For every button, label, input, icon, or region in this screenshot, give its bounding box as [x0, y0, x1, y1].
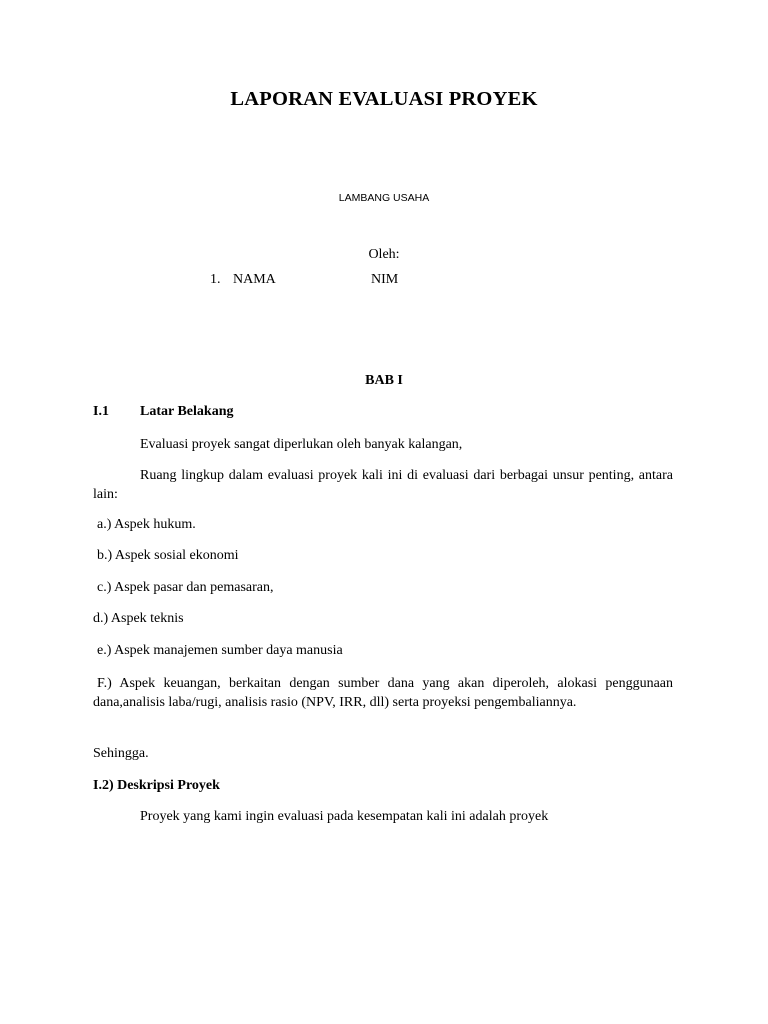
project-description-paragraph: Proyek yang kami ingin evaluasi pada kesempatan kali ini adalah proyek — [140, 809, 549, 824]
logo-placeholder-label: LAMBANG USAHA — [338, 192, 430, 204]
list-item: c.) Aspek pasar dan pemasaran, — [97, 580, 274, 595]
section-2-heading: I.2) Deskripsi Proyek — [93, 778, 220, 793]
chapter-heading: BAB I — [365, 373, 403, 388]
list-item: d.) Aspek teknis — [93, 611, 184, 626]
list-item: b.) Aspek sosial ekonomi — [97, 548, 239, 563]
section-title: Latar Belakang — [140, 404, 234, 419]
document-title: LAPORAN EVALUASI PROYEK — [230, 88, 538, 110]
by-label: Oleh: — [368, 247, 400, 262]
section-number: I.1 — [93, 404, 109, 419]
author-number: 1. — [210, 272, 221, 287]
list-item: a.) Aspek hukum. — [97, 517, 196, 532]
author-name-label: NAMA — [233, 272, 276, 287]
author-nim-label: NIM — [371, 272, 399, 287]
intro-paragraph: Evaluasi proyek sangat diperlukan oleh banyak kalangan, — [140, 437, 463, 452]
list-item: e.) Aspek manajemen sumber daya manusia — [97, 643, 343, 658]
closing-paragraph: Sehingga. — [93, 746, 149, 761]
list-item: F.) Aspek keuangan, berkaitan dengan sumber dana yang akan diperoleh, alokasi penggunaan dana,analisis laba/rugi, analisis rasio (NPV, IRR, dll) serta proyeksi pengembaliannya. — [93, 676, 673, 710]
scope-paragraph: Ruang lingkup dalam evaluasi proyek kali ini di evaluasi dari berbagai unsur penting, antara lain: — [93, 468, 673, 502]
